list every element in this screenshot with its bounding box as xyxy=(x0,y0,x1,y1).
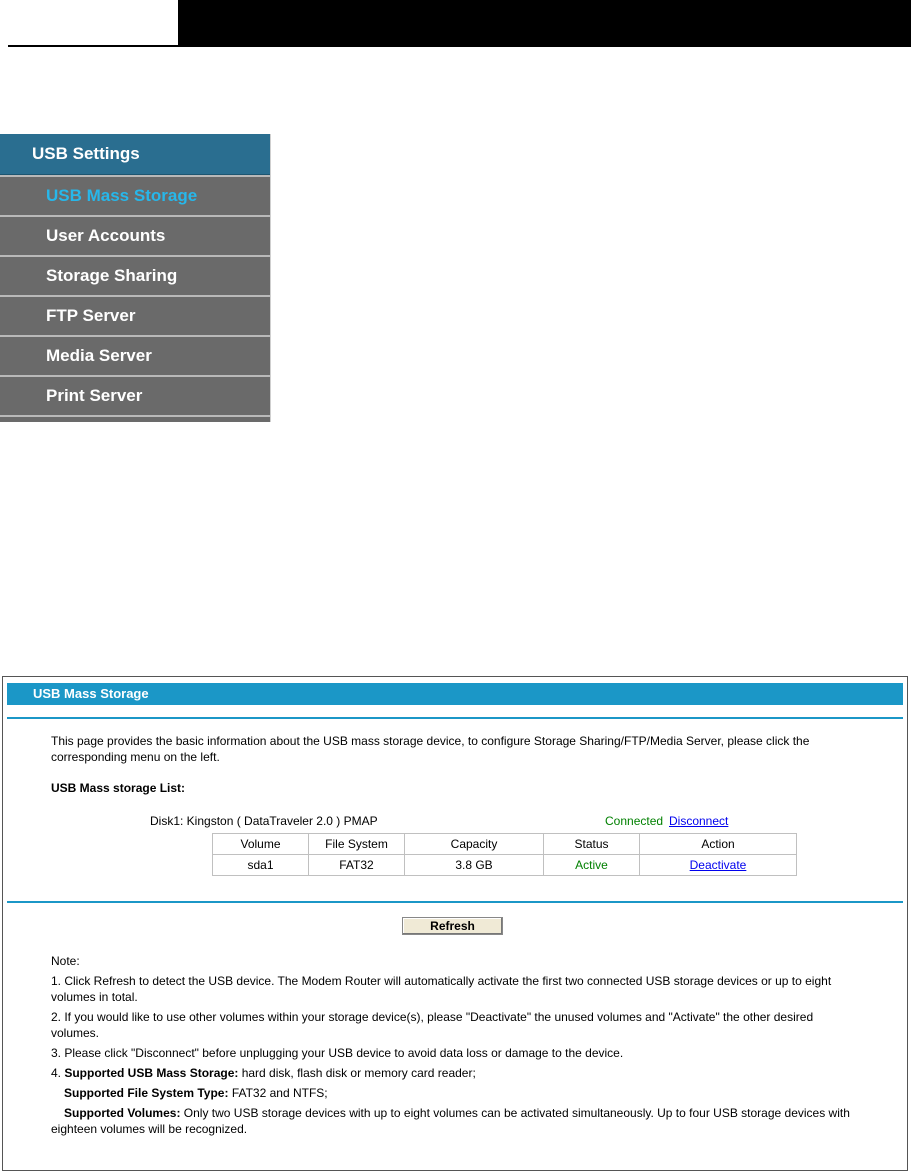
menu-item-storage-sharing[interactable]: Storage Sharing xyxy=(0,255,270,295)
file-system-text: FAT32 and NTFS; xyxy=(228,1086,328,1100)
intro-text: This page provides the basic information about the USB mass storage device, to configure Storage Sharing/FTP/Media Server, please click the corresponding menu on the left. xyxy=(51,734,810,764)
file-system-label: Supported File System Type: xyxy=(64,1086,229,1100)
cell-file-system: FAT32 xyxy=(309,855,405,876)
usb-mass-storage-panel xyxy=(2,676,908,1171)
deactivate-link[interactable]: Deactivate xyxy=(689,858,747,872)
disk-status: Connected xyxy=(605,814,664,828)
volumes-text: Only two USB storage devices with up to eight volumes can be activated simultaneously. Up to four USB storage devices with eighteen volumes will be recognized. xyxy=(51,1106,850,1136)
cell-status: Active xyxy=(544,855,640,876)
menu-header[interactable]: USB Settings xyxy=(0,134,270,175)
menu-item-user-accounts[interactable]: User Accounts xyxy=(0,215,270,255)
note-volumes xyxy=(51,1105,851,1137)
col-capacity: Capacity xyxy=(405,834,544,855)
storage-list-title: USB Mass storage List: xyxy=(51,781,186,795)
note-4-label: Supported USB Mass Storage: xyxy=(64,1066,239,1080)
volume-table xyxy=(212,833,797,876)
menu-item-print-server[interactable]: Print Server xyxy=(0,375,270,415)
panel-title: USB Mass Storage xyxy=(7,683,903,705)
cell-volume: sda1 xyxy=(213,855,309,876)
note-4-prefix: 4. xyxy=(51,1066,65,1080)
col-volume: Volume xyxy=(213,834,309,855)
usb-settings-menu xyxy=(0,134,271,422)
notes-section xyxy=(51,953,851,1141)
table-row xyxy=(213,855,797,876)
menu-bottom-divider xyxy=(0,415,270,421)
table-header-row xyxy=(213,834,797,855)
header-black-band xyxy=(178,0,911,47)
note-file-system xyxy=(51,1085,851,1101)
volumes-label: Supported Volumes: xyxy=(64,1106,181,1120)
col-status: Status xyxy=(544,834,640,855)
document-header-bar xyxy=(0,0,911,47)
note-4 xyxy=(51,1065,851,1081)
note-1: 1. Click Refresh to detect the USB device. The Modem Router will automatically activate the first two connected USB storage devices or up to eight volumes in total. xyxy=(51,974,832,1004)
notes-title: Note: xyxy=(51,954,80,968)
menu-item-usb-mass-storage[interactable]: USB Mass Storage xyxy=(0,175,270,215)
header-underline xyxy=(8,45,178,47)
note-4-text: hard disk, flash disk or memory card reader; xyxy=(238,1066,476,1080)
disk-name: Disk1: Kingston ( DataTraveler 2.0 ) PMAP xyxy=(150,814,378,828)
cell-capacity: 3.8 GB xyxy=(405,855,544,876)
menu-item-media-server[interactable]: Media Server xyxy=(0,335,270,375)
cell-action xyxy=(640,855,797,876)
col-file-system: File System xyxy=(309,834,405,855)
disconnect-link[interactable]: Disconnect xyxy=(669,814,729,828)
note-3: 3. Please click "Disconnect" before unplugging your USB device to avoid data loss or damage to the device. xyxy=(51,1046,624,1060)
refresh-button[interactable]: Refresh xyxy=(402,917,503,935)
menu-item-ftp-server[interactable]: FTP Server xyxy=(0,295,270,335)
note-2: 2. If you would like to use other volumes within your storage device(s), please "Deactivate" the unused volumes and "Activate" the other desired volumes. xyxy=(51,1010,814,1040)
divider-top xyxy=(7,717,903,719)
divider-bottom xyxy=(7,901,903,903)
col-action: Action xyxy=(640,834,797,855)
